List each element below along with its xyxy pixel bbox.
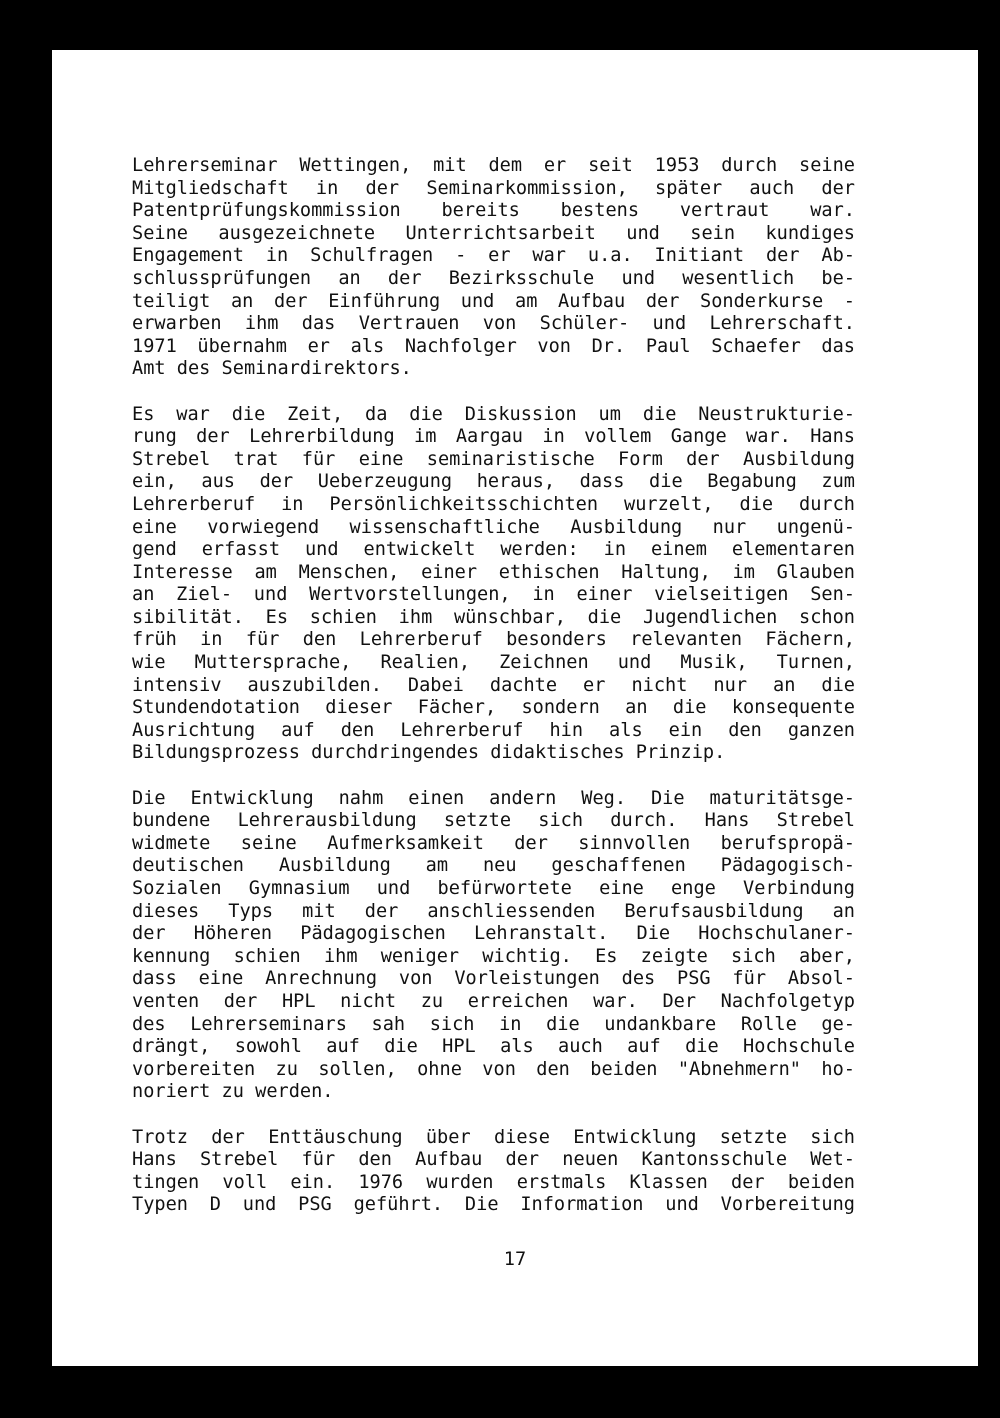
text-line: kennung schien ihm weniger wichtig. Es zeigte sich aber, [132,945,855,967]
text-line: drängt, sowohl auf die HPL als auch auf die Hochschule [132,1036,855,1058]
body-text [132,155,855,1240]
text-line: Bildungsprozess durchdringendes didaktisches Prinzip. [132,742,726,764]
text-line: vorbereiten zu sollen, ohne von den beiden "Abnehmern" ho- [132,1058,855,1080]
text-line: ein, aus der Ueberzeugung heraus, dass die Begabung zum [132,471,855,493]
text-line: Es war die Zeit, da die Diskussion um die Neustrukturie- [132,403,855,425]
text-line: Typen D und PSG geführt. Die Information und Vorbereitung [132,1194,855,1216]
paragraph [132,155,855,381]
text-line: venten der HPL nicht zu erreichen war. Der Nachfolgetyp [132,990,855,1012]
paragraph [132,788,855,1104]
text-line: des Lehrerseminars sah sich in die undankbare Rolle ge- [132,1013,855,1035]
text-line: der Höheren Pädagogischen Lehranstalt. Die Hochschulaner- [132,923,855,945]
text-line: Lehrerberuf in Persönlichkeitsschichten wurzelt, die durch [132,493,855,515]
text-line: Sozialen Gymnasium und befürwortete eine enge Verbindung [132,878,855,899]
document-page [52,50,978,1366]
text-line: wie Muttersprache, Realien, Zeichnen und Musik, Turnen, [132,652,855,674]
paragraph [132,404,855,766]
text-line: Hans Strebel für den Aufbau der neuen Kantonsschule Wet- [132,1149,855,1171]
text-line: Patentprüfungskommission bereits bestens vertraut war. [132,200,855,222]
text-line: Engagement in Schulfragen - er war u.a. Initiant der Ab- [132,245,855,267]
text-line: Mitgliedschaft in der Seminarkommission, später auch der [132,177,855,199]
text-line: an Ziel- und Wertvorstellungen, in einer vielseitigen Sen- [132,584,855,606]
text-line: deutischen Ausbildung am neu geschaffenen Pädagogisch- [132,855,855,877]
text-line: Stundendotation dieser Fächer, sondern an die konsequente [132,697,855,719]
text-line: dass eine Anrechnung von Vorleistungen des PSG für Absol- [132,968,855,990]
text-line: intensiv auszubilden. Dabei dachte er nicht nur an die [132,674,855,696]
text-line: tingen voll ein. 1976 wurden erstmals Klassen der beiden [132,1171,855,1193]
text-line: früh in für den Lehrerberuf besonders relevanten Fächern, [132,629,855,651]
text-line: Lehrerseminar Wettingen, mit dem er seit 1953 durch seine [132,155,855,176]
text-line: dieses Typs mit der anschliessenden Berufsausbildung an [132,900,855,922]
text-line: Interesse am Menschen, einer ethischen Haltung, im Glauben [132,561,855,583]
text-line: schlussprüfungen an der Bezirksschule und wesentlich be- [132,267,855,289]
text-line: Trotz der Enttäuschung über diese Entwicklung setzte sich [132,1126,855,1148]
text-line: bundene Lehrerausbildung setzte sich durch. Hans Strebel [132,810,855,832]
paragraph [132,1127,855,1217]
page-number: 17 [503,1249,527,1270]
text-line: Strebel trat für eine seminaristische Form der Ausbildung [132,448,855,470]
text-line: teiligt an der Einführung und am Aufbau der Sonderkurse - [132,290,855,312]
text-line: eine vorwiegend wissenschaftliche Ausbildung nur ungenü- [132,516,855,538]
text-line: Amt des Seminardirektors. [132,358,412,380]
text-line: Die Entwicklung nahm einen andern Weg. Die maturitätsge- [132,787,855,809]
text-line: sibilität. Es schien ihm wünschbar, die Jugendlichen schon [132,606,855,628]
text-line: gend erfasst und entwickelt werden: in einem elementaren [132,539,855,561]
text-line: noriert zu werden. [132,1081,334,1103]
text-line: rung der Lehrerbildung im Aargau in vollem Gange war. Hans [132,426,855,448]
text-line: Ausrichtung auf den Lehrerberuf hin als ein den ganzen [132,719,855,741]
text-line: erwarben ihm das Vertrauen von Schüler- und Lehrerschaft. [132,313,855,335]
text-line: 1971 übernahm er als Nachfolger von Dr. Paul Schaefer das [132,335,855,357]
text-line: widmete seine Aufmerksamkeit der sinnvollen berufspropä- [132,832,855,854]
text-line: Seine ausgezeichnete Unterrichtsarbeit und sein kundiges [132,222,855,244]
